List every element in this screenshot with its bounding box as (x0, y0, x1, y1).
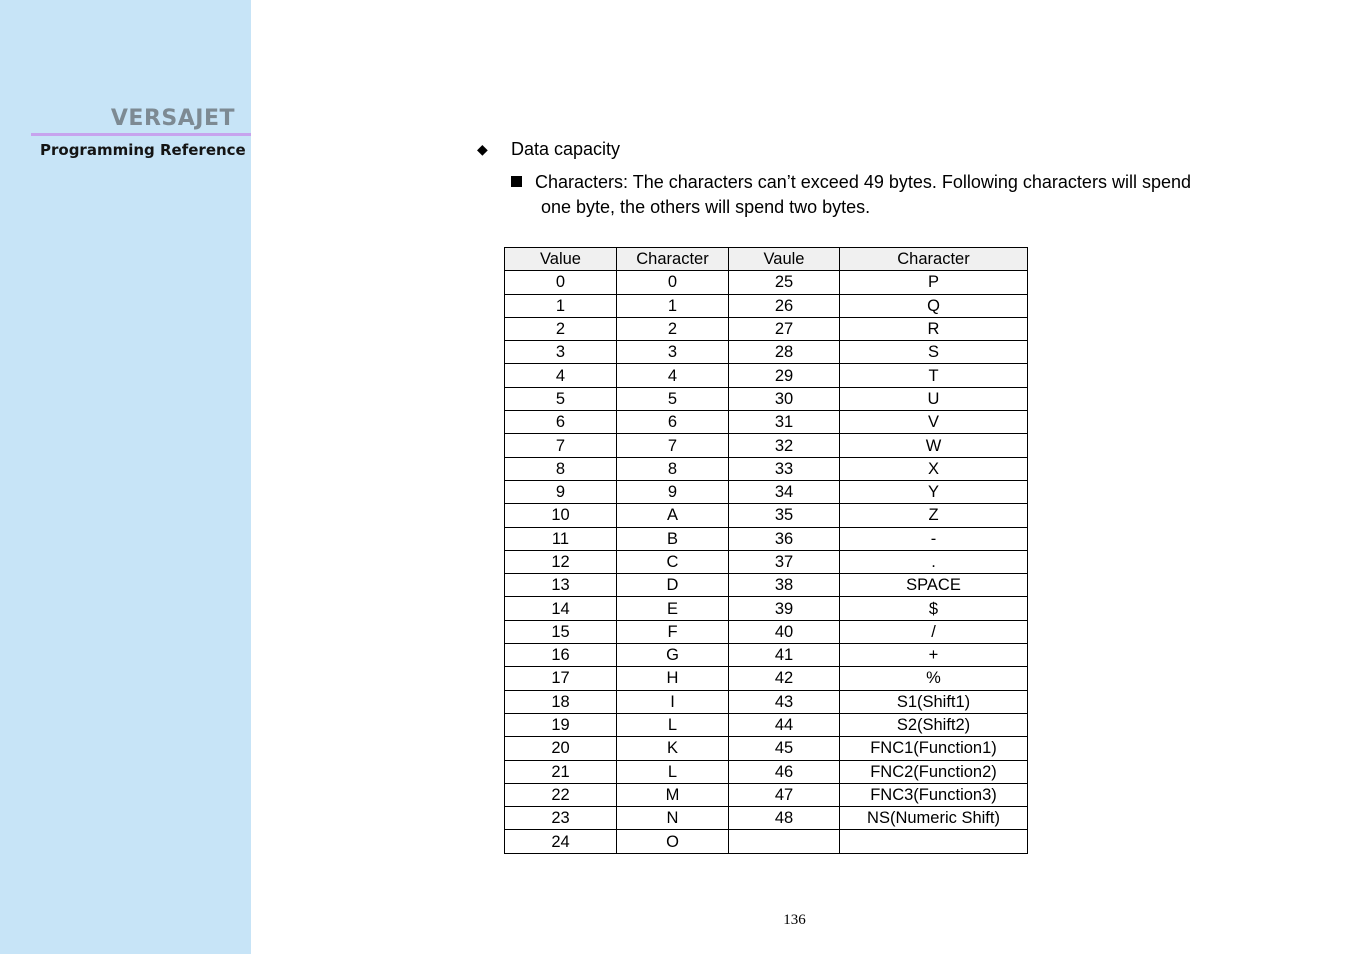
table-cell: 0 (505, 271, 617, 294)
table-row (505, 597, 1028, 620)
table-cell: . (840, 550, 1028, 573)
sidebar (0, 0, 251, 954)
table-row (505, 667, 1028, 690)
table-cell: 4 (617, 364, 729, 387)
table-row (505, 294, 1028, 317)
table-cell: 13 (505, 574, 617, 597)
table-cell: 46 (729, 760, 840, 783)
table-cell: 21 (505, 760, 617, 783)
table-cell: P (840, 271, 1028, 294)
table-cell: 23 (505, 807, 617, 830)
table-cell: Z (840, 504, 1028, 527)
table-cell: 29 (729, 364, 840, 387)
table-row (505, 760, 1028, 783)
table-row (505, 317, 1028, 340)
table-cell: 45 (729, 737, 840, 760)
table-cell: V (840, 411, 1028, 434)
table-cell: A (617, 504, 729, 527)
table-cell: B (617, 527, 729, 550)
table-cell: M (617, 783, 729, 806)
table-cell: 2 (505, 317, 617, 340)
table-cell: I (617, 690, 729, 713)
column-header: Vaule (729, 248, 840, 271)
table-cell (840, 830, 1028, 853)
table-cell: 40 (729, 620, 840, 643)
table-cell: 4 (505, 364, 617, 387)
table-cell: 36 (729, 527, 840, 550)
column-header: Character (617, 248, 729, 271)
table-row (505, 550, 1028, 573)
table-cell: FNC3(Function3) (840, 783, 1028, 806)
table-cell: W (840, 434, 1028, 457)
table-header-row (505, 248, 1028, 271)
table-cell: 26 (729, 294, 840, 317)
table-cell: 32 (729, 434, 840, 457)
table-cell: 16 (505, 644, 617, 667)
table-cell: C (617, 550, 729, 573)
table-cell: FNC1(Function1) (840, 737, 1028, 760)
table-cell: 30 (729, 387, 840, 410)
bullet-text-line2: one byte, the others will spend two bytes. (541, 197, 871, 217)
table-cell: 35 (729, 504, 840, 527)
table-row (505, 644, 1028, 667)
table-cell: % (840, 667, 1028, 690)
table-cell: 25 (729, 271, 840, 294)
table-cell: 14 (505, 597, 617, 620)
table-cell: 9 (505, 480, 617, 503)
table-row (505, 737, 1028, 760)
table-cell: T (840, 364, 1028, 387)
table-cell: 8 (617, 457, 729, 480)
table-cell: 6 (617, 411, 729, 434)
table-cell: K (617, 737, 729, 760)
table-cell: / (840, 620, 1028, 643)
table-cell: 24 (505, 830, 617, 853)
table-cell: 31 (729, 411, 840, 434)
table-cell: L (617, 760, 729, 783)
table-cell: FNC2(Function2) (840, 760, 1028, 783)
table-cell: F (617, 620, 729, 643)
table-cell: 3 (617, 341, 729, 364)
table-row (505, 364, 1028, 387)
table-cell: 22 (505, 783, 617, 806)
brand-underline (31, 133, 251, 136)
table-cell: 34 (729, 480, 840, 503)
table-cell: O (617, 830, 729, 853)
table-cell: $ (840, 597, 1028, 620)
table-cell: 7 (617, 434, 729, 457)
table-cell: + (840, 644, 1028, 667)
table-cell: 33 (729, 457, 840, 480)
table-cell: 5 (505, 387, 617, 410)
table-cell: 0 (617, 271, 729, 294)
column-header: Character (840, 248, 1028, 271)
table-body (505, 271, 1028, 853)
table-cell: 17 (505, 667, 617, 690)
table-cell: R (840, 317, 1028, 340)
table-cell: 7 (505, 434, 617, 457)
table-cell: S (840, 341, 1028, 364)
table-cell: 28 (729, 341, 840, 364)
diamond-bullet-icon: ◆ (477, 141, 488, 157)
table-row (505, 504, 1028, 527)
table-cell: 11 (505, 527, 617, 550)
column-header: Value (505, 248, 617, 271)
table-cell: 44 (729, 713, 840, 736)
table-cell: N (617, 807, 729, 830)
table-row (505, 411, 1028, 434)
table-cell: L (617, 713, 729, 736)
table-cell: 43 (729, 690, 840, 713)
table-cell: 15 (505, 620, 617, 643)
bullet-text-line1: Characters: The characters can’t exceed 49 bytes. Following characters will spend (535, 172, 1191, 192)
table-row (505, 830, 1028, 853)
table-cell: 39 (729, 597, 840, 620)
character-value-table (504, 247, 1028, 854)
table-cell: Y (840, 480, 1028, 503)
table-row (505, 574, 1028, 597)
table-cell: Q (840, 294, 1028, 317)
table-row (505, 807, 1028, 830)
table-cell: 5 (617, 387, 729, 410)
table-row (505, 457, 1028, 480)
table-row (505, 713, 1028, 736)
page-number: 136 (783, 912, 806, 928)
table-cell: SPACE (840, 574, 1028, 597)
table-cell: 3 (505, 341, 617, 364)
table-cell: 12 (505, 550, 617, 573)
table-cell: 9 (617, 480, 729, 503)
table-cell: 2 (617, 317, 729, 340)
table-cell: 48 (729, 807, 840, 830)
table-cell: 27 (729, 317, 840, 340)
table-cell: 1 (505, 294, 617, 317)
table-cell: 19 (505, 713, 617, 736)
table-row (505, 690, 1028, 713)
table-cell: 47 (729, 783, 840, 806)
table-cell: 1 (617, 294, 729, 317)
table-row (505, 783, 1028, 806)
section-subtitle: Programming Reference (40, 141, 246, 159)
table-cell: U (840, 387, 1028, 410)
table-row (505, 271, 1028, 294)
table-row (505, 480, 1028, 503)
table-cell: 42 (729, 667, 840, 690)
table-cell: S2(Shift2) (840, 713, 1028, 736)
square-bullet-icon (511, 176, 522, 187)
table-cell: 6 (505, 411, 617, 434)
table-cell: 37 (729, 550, 840, 573)
table-cell: 41 (729, 644, 840, 667)
table-cell (729, 830, 840, 853)
bullet-heading-text: Data capacity (511, 139, 621, 159)
table-cell: D (617, 574, 729, 597)
table-cell: E (617, 597, 729, 620)
table-cell: 10 (505, 504, 617, 527)
table-row (505, 434, 1028, 457)
table-cell: 8 (505, 457, 617, 480)
table-row (505, 341, 1028, 364)
table-row (505, 387, 1028, 410)
table-cell: 20 (505, 737, 617, 760)
table-cell: - (840, 527, 1028, 550)
bullet-heading (477, 139, 620, 160)
bullet-paragraph (511, 170, 1271, 220)
table-cell: 38 (729, 574, 840, 597)
table-cell: 18 (505, 690, 617, 713)
table-cell: G (617, 644, 729, 667)
brand-logo-text: VERSAJET (110, 106, 235, 131)
table-row (505, 527, 1028, 550)
table-cell: H (617, 667, 729, 690)
table-row (505, 620, 1028, 643)
table-cell: NS(Numeric Shift) (840, 807, 1028, 830)
table-cell: S1(Shift1) (840, 690, 1028, 713)
table-cell: X (840, 457, 1028, 480)
